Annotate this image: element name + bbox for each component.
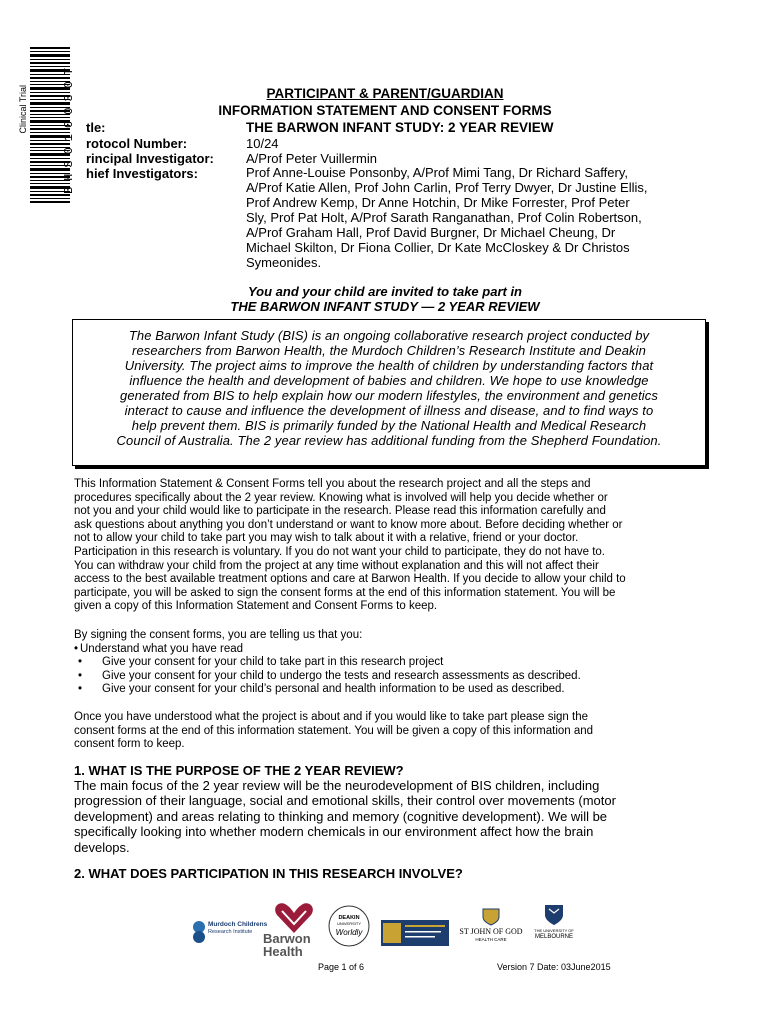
mcri-mark-icon	[192, 920, 206, 946]
crest-icon	[481, 908, 501, 926]
document-title-line1: PARTICIPANT & PARENT/GUARDIAN	[266, 86, 504, 101]
deakin-university-logo	[326, 904, 372, 948]
list-item: • Understand what you have read	[74, 642, 244, 655]
chief-investigators-value: Prof Anne-Louise Ponsonby, A/Prof Mimi Tang, Dr Richard Saffery, A/Prof Katie Allen, Prof John Carlin, Prof Terry Dwyer, Dr Justine Ellis, Prof Andrew Kemp, Dr Anne Hotchin, Dr Mike Forrester, Prof Peter Sly, Prof Pat Holt, A/Prof Sarath Ranganathan, Prof Colin Robertson, A/Prof Graham Hall, Prof David Burgner, Dr Michael Cheung, Dr Michael Skilton, Dr Fiona Collier, Dr Kate McCloskey & Dr Christos Symeonides.	[246, 165, 648, 270]
consent-statement: By signing the consent forms, you are telling us that you: • Understand what you have read • Give your consent for your child to take part in this research project • Give your consent for your child to undergo the tests and research assessments as described. • Give your consent for your child’s personal and health information to be used as described.	[74, 629, 704, 697]
barcode-number: BHS010030T	[62, 62, 76, 195]
invitation-line2: THE BARWON INFANT STUDY — 2 YEAR REVIEW	[230, 299, 540, 314]
list-item: • Give your consent for your child to take part in this research project	[78, 656, 444, 669]
title-label: tle:	[86, 120, 106, 135]
deakin-subtitle: UNIVERSITY	[336, 921, 361, 926]
list-item: • Give your consent for your child’s personal and health information to be used as described.	[78, 683, 565, 696]
principal-investigator-label: rincipal Investigator:	[86, 151, 214, 166]
deakin-circle-icon	[326, 904, 372, 948]
barwon-health-logo	[263, 902, 325, 960]
clinical-trial-label: Clinical Trial	[18, 85, 28, 134]
version-date: Version 7 Date: 03June2015	[497, 962, 611, 972]
murdoch-childrens-logo	[192, 918, 268, 948]
protocol-number-value: 10/24	[246, 136, 279, 151]
list-item: • Give your consent for your child to undergo the tests and research assessments as described.	[78, 669, 581, 682]
deakin-tagline: Worldly	[335, 928, 363, 937]
heart-icon	[274, 902, 314, 934]
invitation-line1: You and your child are invited to take part in	[247, 284, 522, 299]
mcri-subtitle: Research Institute	[208, 929, 253, 935]
melbourne-name-line1: THE UNIVERSITY OF	[534, 928, 574, 933]
principal-investigator-value: A/Prof Peter Vuillermin	[246, 151, 378, 166]
protocol-number-label: rotocol Number:	[86, 136, 188, 151]
st-john-subtitle: HEALTH CARE	[475, 937, 507, 942]
government-logo	[381, 920, 449, 946]
study-title-value: THE BARWON INFANT STUDY: 2 YEAR REVIEW	[246, 120, 554, 135]
shield-icon	[544, 904, 564, 926]
university-of-melbourne-logo	[531, 904, 577, 946]
page-number: Page 1 of 6	[318, 962, 365, 972]
barwon-word: Barwon	[263, 931, 311, 946]
st-john-name: ST JOHN OF GOD	[459, 927, 523, 936]
section-2-heading: 2. WHAT DOES PARTICIPATION IN THIS RESEARCH INVOLVE?	[74, 866, 463, 881]
section-1-heading: 1. WHAT IS THE PURPOSE OF THE 2 YEAR REVIEW?	[74, 763, 404, 778]
melbourne-name-line2: MELBOURNE	[534, 934, 573, 940]
section-1-body: The main focus of the 2 year review will be the neurodevelopment of BIS children, including progression of their language, social and emotional skills, their control over movements (motor development) and areas relating to thinking and memory (cognitive development). We will be specifically looking into whether modern chemicals in our environment affect how the brain develops.	[74, 778, 616, 855]
chief-investigators-label: hief Investigators:	[86, 166, 198, 181]
health-word: Health	[263, 944, 303, 959]
document-title-line2: INFORMATION STATEMENT AND CONSENT FORMS	[218, 103, 552, 118]
st-john-of-god-logo	[458, 908, 524, 948]
study-summary-box: The Barwon Infant Study (BIS) is an ongoing collaborative research project conducted by researchers from Barwon Health, the Murdoch Children’s Research Institute and Deakin University. The project aims to improve the health of children by understanding factors that influence the health and development of babies and children. We hope to use knowledge generated from BIS to help explain how our modern lifestyles, the environment and genetics interact to cause and influence the development of illness and disease, and to find ways to help prevent them. BIS is primarily funded by the National Health and Medical Research Council of Australia. The 2 year review has additional funding from the Shepherd Foundation.	[72, 319, 706, 466]
intro-paragraph: This Information Statement & Consent Forms tell you about the research project and all the steps and procedures specifically about the 2 year review. Knowing what is involved will help you decide whether or not you and your child would like to participate in the research. Please read this information carefully and ask questions about anything you don’t understand or want to know more about. Before deciding whether or not to allow your child to take part you may wish to talk about it with a relative, friend or your doctor. Participation in this research is voluntary. If you do not want your child to participate, they do not have to. You can withdraw your child from the project at any time without explanation and this will not affect their access to the best available treatment options and care at Barwon Health. If you decide to allow your child to participate, you will be asked to sign the consent forms at the end of this information statement. You will be given a copy of this Information Statement and Consent Forms to keep.	[74, 478, 626, 613]
closing-paragraph: Once you have understood what the project is about and if you would like to take part please sign the consent forms at the end of this information statement. You will be given a copy of this information and consent form to keep.	[74, 711, 594, 751]
government-crest-icon	[381, 920, 449, 946]
deakin-name: DEAKIN	[338, 915, 360, 921]
consent-bullet-list	[74, 643, 704, 697]
mcri-name: Murdoch Childrens	[208, 921, 268, 928]
